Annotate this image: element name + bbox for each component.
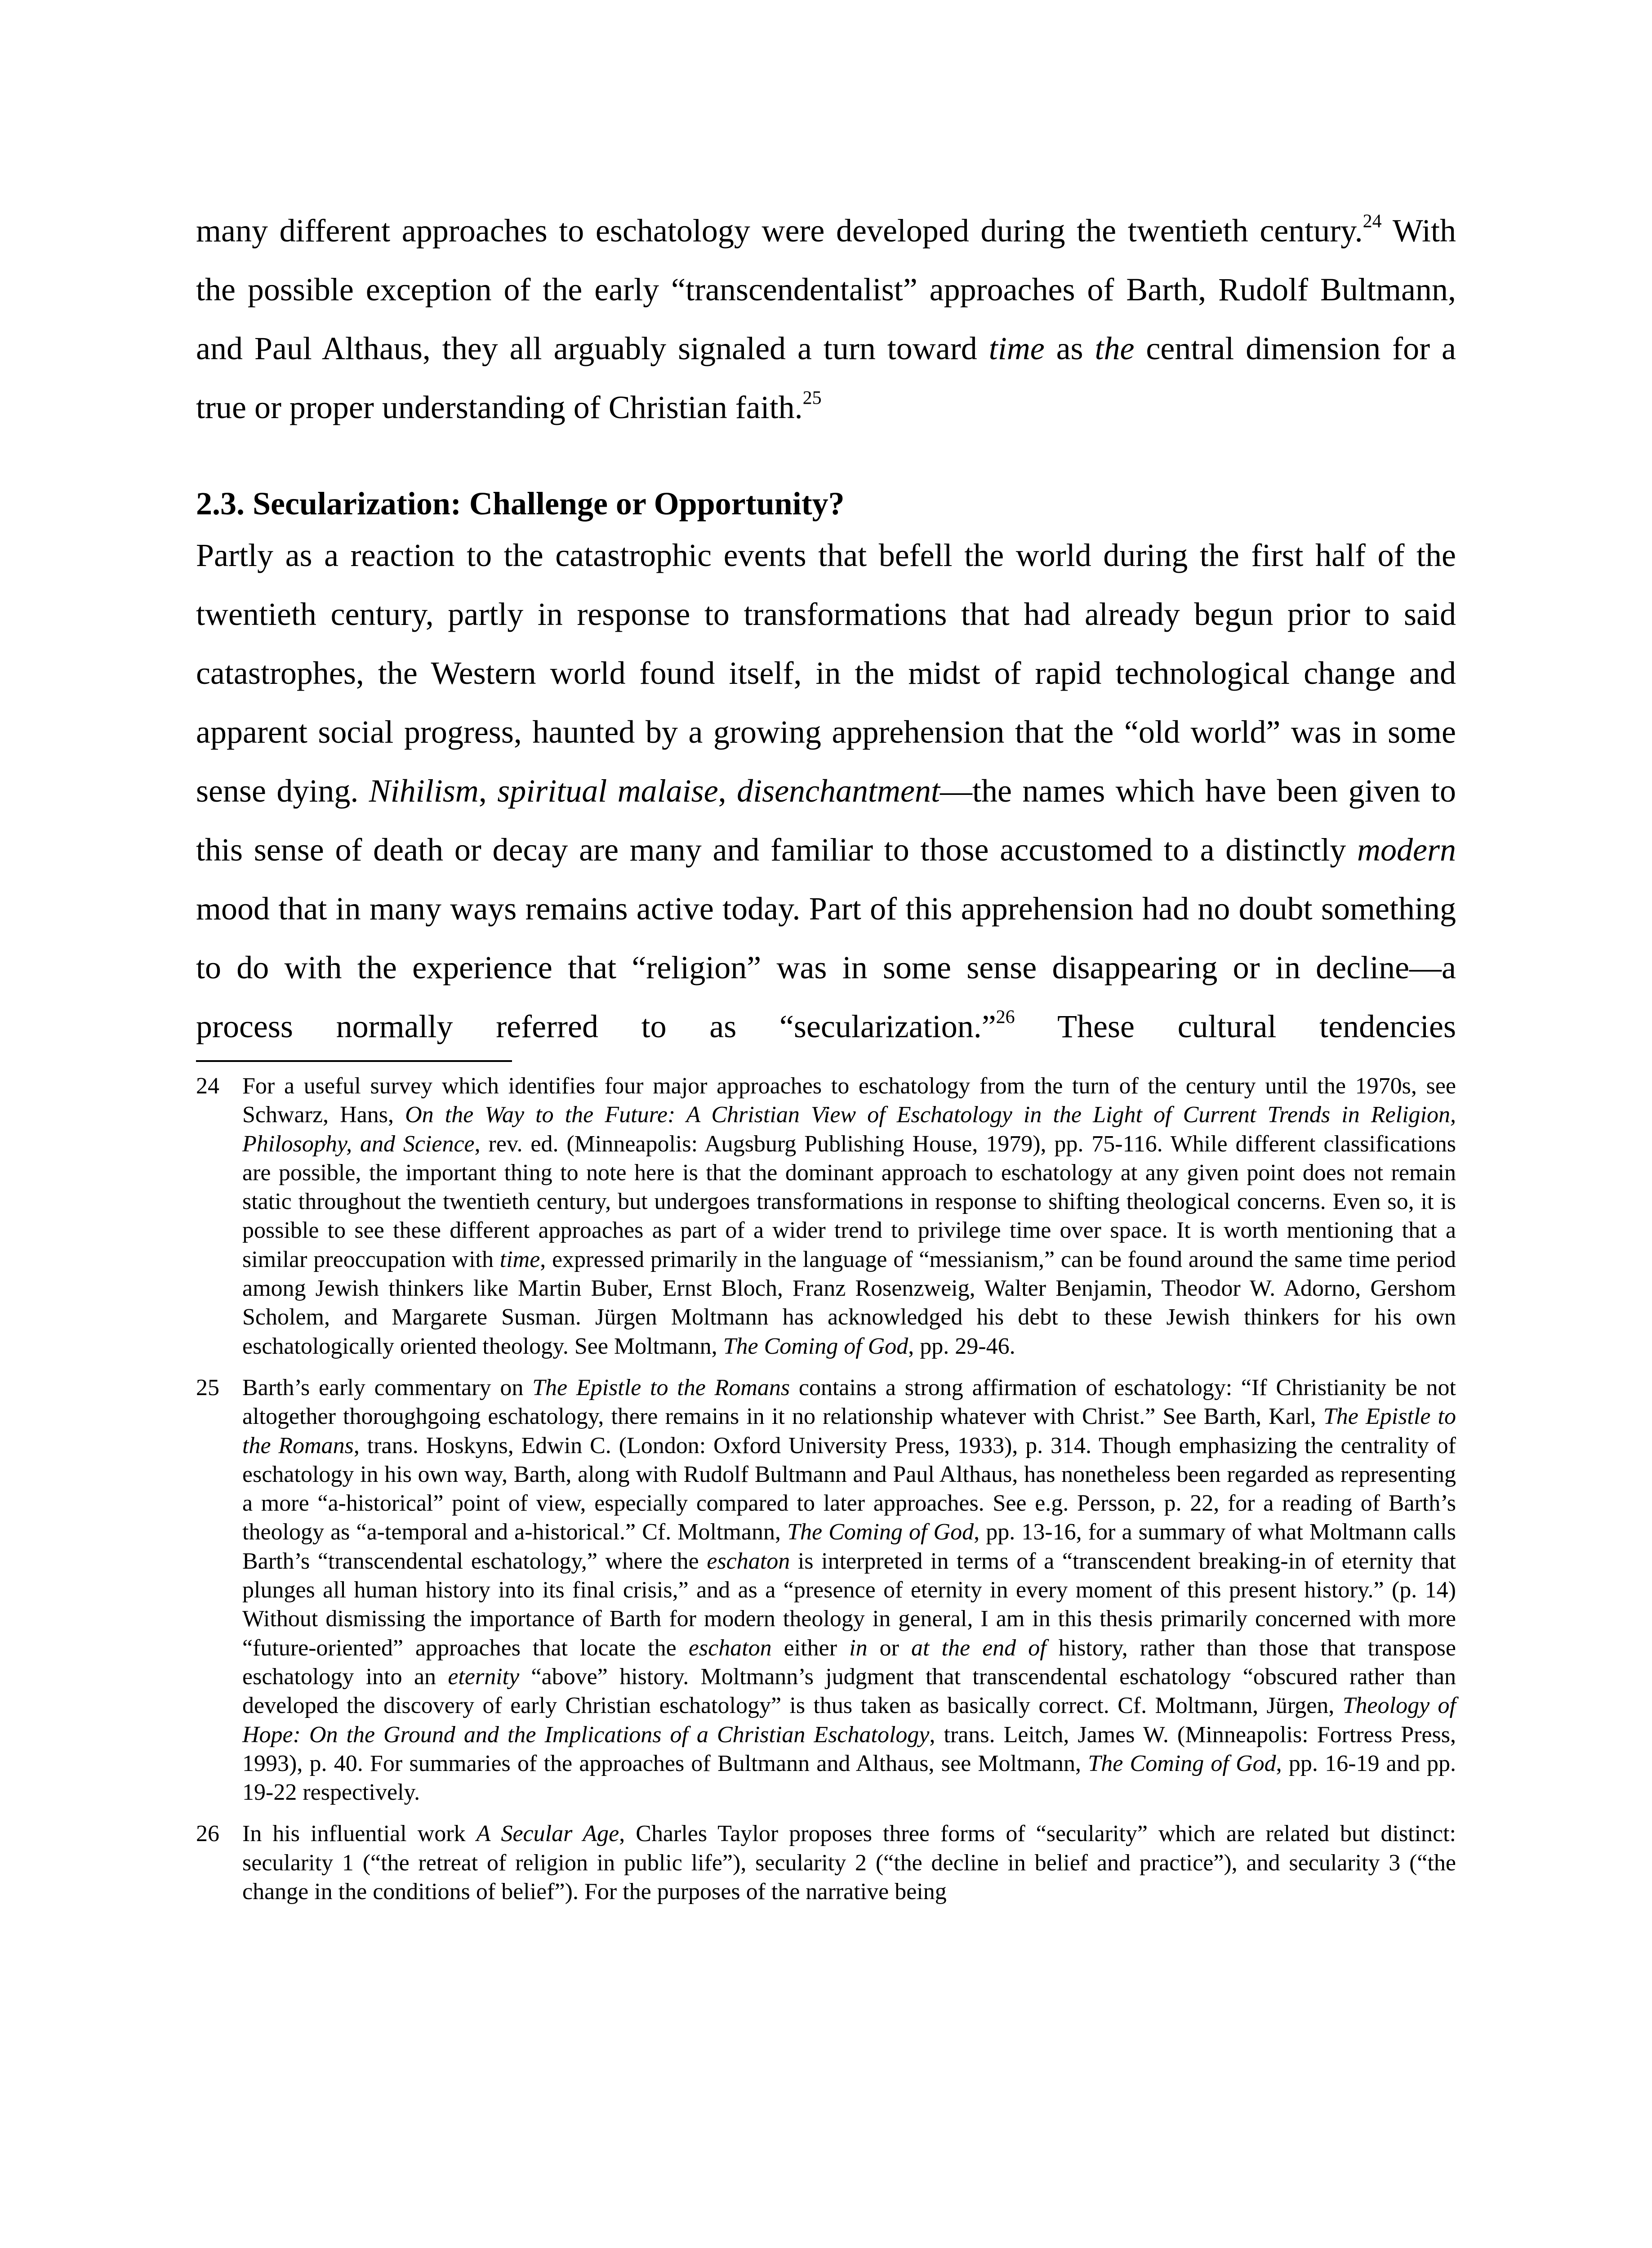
text-run: ,	[478, 773, 498, 809]
italic-run: The Coming of God	[787, 1519, 974, 1545]
text-run: ,	[718, 773, 737, 809]
text-run: , pp. 29-46.	[908, 1333, 1015, 1359]
footnote-26	[196, 1820, 1456, 1906]
italic-run: The Epistle to the Romans	[532, 1374, 790, 1401]
italic-run: time	[499, 1246, 540, 1272]
text-run: “above” history. Moltmann’s judgment that transcendental eschatology “obscured rather than developed the discovery of early Christian eschatology” is thus taken as basically correct. Cf. Moltmann, Jürgen,	[242, 1664, 1456, 1719]
footnote-number: 26	[196, 1821, 219, 1847]
footnote-separator	[196, 1060, 512, 1062]
text-run: , trans. Leitch, James W. (Minneapolis: Fortress Press, 1993), p. 40. For summaries of the approaches of Bultmann and Althaus, see Moltmann,	[242, 1722, 1456, 1776]
paragraph-intro	[196, 201, 1456, 437]
text-run: , pp. 16-19 and pp. 19-22 respectively.	[242, 1750, 1456, 1806]
text-run: With the possible exception of the early “transcendentalist” approaches of Barth, Rudolf Bultmann, and Paul Althaus, they all arguably signaled a turn toward	[196, 213, 1456, 366]
text-run: These cultural tendencies	[1015, 1008, 1456, 1044]
italic-run: eschaton	[688, 1635, 772, 1661]
italic-run: eschaton	[707, 1548, 790, 1574]
text-run: many different approaches to eschatology were developed during the twentieth century.	[196, 213, 1363, 249]
italic-run: modern	[1357, 832, 1456, 868]
italic-run: at the end of	[911, 1635, 1046, 1661]
text-run: mood that in many ways remains active today. Part of this apprehension had no doubt something to do with the experience that “religion” was in some sense disappearing or in decline—a process normally referred to as “secularization.”	[196, 891, 1456, 1044]
footnote-24	[196, 1072, 1456, 1361]
text-run: , pp. 13-16, for a summary of what Moltmann calls Barth’s “transcendental eschatology,” where the	[242, 1519, 1456, 1574]
footnote-reference-24[interactable]: 24	[1363, 211, 1382, 232]
text-run: either	[771, 1635, 850, 1661]
footnote-number: 24	[196, 1073, 219, 1099]
footnote-reference-26[interactable]: 26	[996, 1007, 1015, 1028]
italic-run: time	[989, 330, 1045, 366]
text-run: is interpreted in terms of a “transcendent breaking-in of eternity that plunges all human history into its final crisis,” and as a “presence of eternity in every moment of this present history.” (p. 14) Without dismissing the importance of Barth for modern theology in general, I am in this thesis primarily concerned with more “future-oriented” approaches that locate the	[242, 1548, 1456, 1661]
text-run: , trans. Hoskyns, Edwin C. (London: Oxford University Press, 1933), p. 314. Though emphasizing the centrality of eschatology in his own way, Barth, along with Rudolf Bultmann and Paul Althaus, has nonetheless been regarded as representing a more “a-historical” point of view, especially compared to later approaches. See e.g. Persson, p. 22, for a reading of Barth’s theology as “a-temporal and a-historical.” Cf. Moltmann,	[242, 1432, 1456, 1545]
footnote-reference-25[interactable]: 25	[802, 388, 822, 409]
text-run: central dimension for a true or proper understanding of Christian faith.	[196, 330, 1456, 425]
text-run: For a useful survey which identifies four major approaches to eschatology from the turn of the century until the 1970s, see Schwarz, Hans,	[242, 1073, 1456, 1128]
footnotes	[196, 1072, 1456, 1919]
footnote-25	[196, 1374, 1456, 1807]
italic-run: spiritual malaise	[497, 773, 718, 809]
text-run: —the names which have been given to this sense of death or decay are many and familiar to those accustomed to a distinctly	[196, 773, 1456, 868]
footnote-number: 25	[196, 1374, 219, 1401]
italic-run: On the Way to the Future: A Christian View of Eschatology in the Light of Current Trends in Religion, Philosophy, and Science	[242, 1102, 1456, 1157]
text-run: or	[867, 1635, 912, 1661]
italic-run: in	[849, 1635, 868, 1661]
italic-run: The Coming of God	[1088, 1750, 1276, 1776]
text-run: In his influential work	[242, 1821, 476, 1847]
italic-run: A Secular Age	[476, 1821, 619, 1847]
italic-run: eternity	[448, 1664, 520, 1690]
section-heading: 2.3. Secularization: Challenge or Opportunity?	[196, 486, 845, 522]
text-run: Barth’s early commentary on	[242, 1374, 533, 1401]
text-run: history, rather than those that transpose eschatology into an	[242, 1635, 1456, 1690]
text-run: , expressed primarily in the language of “messianism,” can be found around the same time period among Jewish thinkers like Martin Buber, Ernst Bloch, Franz Rosenzweig, Walter Benjamin, Theodor W. Adorno, Gershom Scholem, and Margarete Susman. Jürgen Moltmann has acknowledged his debt to these Jewish thinkers for his own eschatologically oriented theology. See Moltmann,	[242, 1246, 1456, 1359]
text-run: Partly as a reaction to the catastrophic events that befell the world during the first half of the twentieth century, partly in response to transformations that had already begun prior to said catastrophes, the Western world found itself, in the midst of rapid technological change and apparent social progress, haunted by a growing apprehension that the “old world” was in some sense dying.	[196, 537, 1456, 809]
text-run: contains a strong affirmation of eschatology: “If Christianity be not altogether thoroughgoing eschatology, there remains in it no relationship whatever with Christ.” See Barth, Karl,	[242, 1374, 1456, 1430]
paragraph-secularization	[196, 526, 1456, 1056]
italic-run: Theology of Hope: On the Ground and the Implications of a Christian Eschatology	[242, 1693, 1456, 1748]
italic-run: The Epistle to the Romans	[242, 1404, 1456, 1459]
text-run: , Charles Taylor proposes three forms of “secularity” which are related but distinct: secularity 1 (“the retreat of religion in public life”), secularity 2 (“the decline in belief and practice”), and secularity 3 (“the change in the conditions of belief”). For the purposes of the narrative being	[242, 1821, 1456, 1905]
italic-run: disenchantment	[737, 773, 940, 809]
text-run: as	[1044, 330, 1095, 366]
text-run: , rev. ed. (Minneapolis: Augsburg Publishing House, 1979), pp. 75-116. While different classifications are possible, the important thing to note here is that the dominant approach to eschatology at any given point does not remain static throughout the twentieth century, but undergoes transformations in response to shifting theological concerns. Even so, it is possible to see these different approaches as part of a wider trend to privilege time over space. It is worth mentioning that a similar preoccupation with	[242, 1131, 1456, 1272]
italic-run: Nihilism	[369, 773, 479, 809]
italic-run: The Coming of God	[723, 1333, 908, 1359]
italic-run: the	[1095, 330, 1135, 366]
